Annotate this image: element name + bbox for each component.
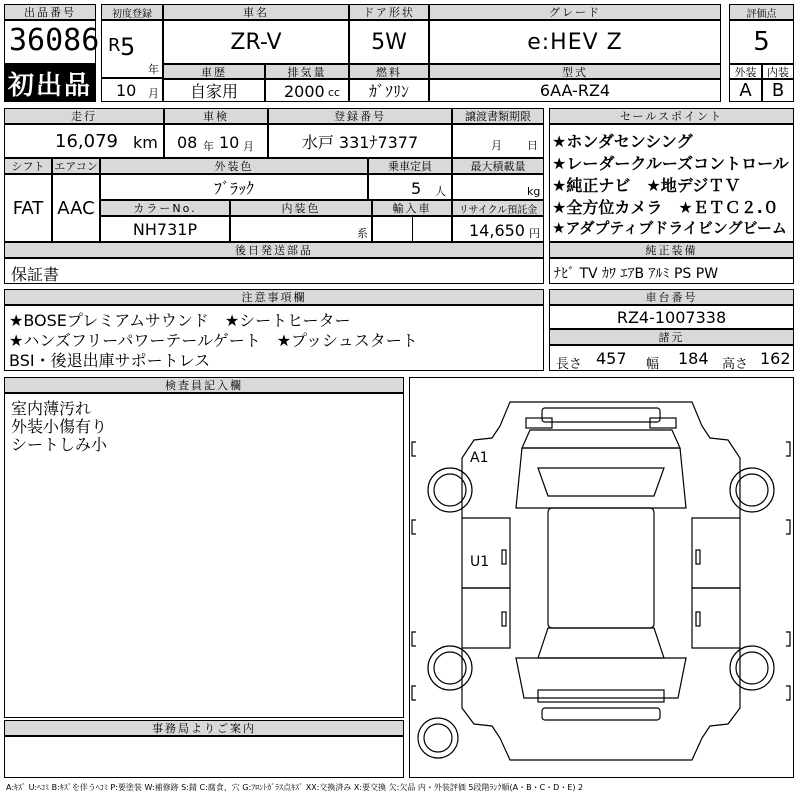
plate-header: 登録番号 xyxy=(268,108,452,124)
chassis-header: 車台番号 xyxy=(549,289,794,305)
reg-year: 5 xyxy=(120,33,136,61)
plate: 水戸 331ﾅ7377 xyxy=(301,132,419,152)
color: ﾌﾞﾗｯｸ xyxy=(213,178,254,198)
selling-point: ★ホンダセンシング xyxy=(552,132,693,151)
import-header: 輸入車 xyxy=(372,200,452,216)
selling-point: ★全方位カメラ ★ＥＴＣ２.０ xyxy=(552,198,779,217)
reg-month-box xyxy=(101,78,163,102)
inspector-line: シートしみ小 xyxy=(11,435,108,454)
interior-grade-header: 内装 xyxy=(762,64,794,79)
inspector-header: 検査員記入欄 xyxy=(4,377,404,393)
note-line: BSI・後退出庫サポートレス xyxy=(9,351,211,370)
interior-color-unit: 系 xyxy=(357,227,368,240)
recycle-box xyxy=(452,216,544,242)
displacement-box xyxy=(265,79,349,102)
genuine-equipment: ﾅﾋﾞ TV ｶﾜ ｴｱB ｱﾙﾐ PS PW xyxy=(554,266,719,282)
shift: FAT xyxy=(12,197,44,219)
inspection-header: 車検 xyxy=(164,108,268,124)
grade: e:HEV Z xyxy=(527,29,623,55)
fuel: ｶﾞｿﾘﾝ xyxy=(368,82,409,101)
displacement-header: 排気量 xyxy=(265,64,349,79)
color-no: NH731P xyxy=(132,219,198,239)
selling-point: ★純正ナビ ★地デジＴＶ xyxy=(552,176,741,195)
color-box xyxy=(100,174,368,200)
length: 457 xyxy=(596,349,627,368)
damage-mark-u1: U1 xyxy=(470,554,490,570)
damage-mark-a1: A1 xyxy=(470,450,489,466)
recycle-unit: 円 xyxy=(529,227,540,240)
ac-box xyxy=(52,174,100,242)
transfer-header: 譲渡書類期限 xyxy=(452,108,544,124)
color-header: 外装色 xyxy=(100,158,368,174)
legend-text: A:ｷｽﾞ U:ﾍｺﾐ B:ｷｽﾞを伴うﾍｺﾐ P:要塗装 W:補修跡 S:錆 C:腐食、穴 G:ﾌﾛﾝﾄｶﾞﾗｽ点ｷｽﾞ XX:交換済み X:要交換 欠:欠品 内・外装評価 5段階ﾗﾝｸ順(A・B・C・D・E) 2 xyxy=(6,783,584,792)
height: 162 xyxy=(760,349,791,368)
mileage-header: 走行 xyxy=(4,108,164,124)
ac: AAC xyxy=(57,197,95,219)
note-line: ★ハンズフリーパワーテールゲート ★プッシュスタート xyxy=(9,331,418,350)
width-label: 幅 xyxy=(646,357,660,372)
displacement: 2000 xyxy=(284,82,325,101)
displacement-unit: cc xyxy=(328,86,341,99)
door-box xyxy=(349,20,429,64)
length-label: 長さ xyxy=(556,357,583,372)
shift-box xyxy=(4,174,52,242)
max-load-unit: kg xyxy=(527,185,541,198)
office-header: 事務局よりご案内 xyxy=(4,720,404,736)
score: 5 xyxy=(753,27,770,57)
capacity-box xyxy=(368,174,452,200)
reg-month-unit: 月 xyxy=(148,87,159,100)
capacity-header: 乗車定員 xyxy=(368,158,452,174)
selling-points-box xyxy=(549,124,794,242)
history: 自家用 xyxy=(189,82,238,101)
lot-number-header: 出品番号 xyxy=(4,4,96,20)
fuel-header: 燃料 xyxy=(349,64,429,79)
inspection-month: 10 xyxy=(219,133,240,152)
reg-year-unit: 年 xyxy=(148,63,159,76)
recycle: 14,650 xyxy=(469,221,525,240)
inspection-month-unit: 月 xyxy=(243,140,254,153)
car-diagram xyxy=(409,377,794,778)
inspection-year: 08 xyxy=(177,133,198,152)
genuine-box xyxy=(549,258,794,284)
max-load-header: 最大積載量 xyxy=(452,158,544,174)
model-code: 6AA-RZ4 xyxy=(539,81,611,100)
height-label: 高さ xyxy=(722,357,749,372)
score-box xyxy=(729,20,794,64)
max-load-box xyxy=(452,174,544,200)
transfer-month-unit: 月 xyxy=(491,139,502,152)
recycle-header: リサイクル預託金 xyxy=(452,200,544,216)
exterior-grade-header: 外装 xyxy=(729,64,762,79)
chassis-box xyxy=(549,305,794,329)
history-header: 車歴 xyxy=(163,64,265,79)
color-no-box xyxy=(100,216,230,242)
width: 184 xyxy=(678,349,709,368)
score-header: 評価点 xyxy=(729,4,794,20)
grade-header: グレード xyxy=(429,4,721,20)
notes-header: 注意事項欄 xyxy=(4,289,544,305)
inspection-box xyxy=(164,124,268,158)
lot-number: 36086 xyxy=(9,23,100,58)
history-box xyxy=(163,79,265,102)
ac-header: エアコン xyxy=(52,158,100,174)
note-line: ★BOSEプレミアムサウンド ★シートヒーター xyxy=(9,311,351,330)
grade-box xyxy=(429,20,721,64)
interior-color-box xyxy=(230,216,372,242)
dimensions-box xyxy=(549,345,794,371)
genuine-header: 純正装備 xyxy=(549,242,794,258)
office-box xyxy=(4,736,404,778)
inspection-year-unit: 年 xyxy=(203,140,214,153)
color-no-header: カラーNo. xyxy=(100,200,230,216)
lot-number-box xyxy=(4,20,100,64)
later-parts: 保証書 xyxy=(11,265,60,284)
reg-month: 10 xyxy=(116,81,137,100)
car-name-box xyxy=(163,20,349,64)
interior-color-header: 内装色 xyxy=(230,200,372,216)
transfer-day-unit: 日 xyxy=(527,139,538,152)
selling-points-header: セールスポイント xyxy=(549,108,794,124)
selling-point: ★レーダークルーズコントロール xyxy=(552,154,789,173)
car-name-header: 車名 xyxy=(163,4,349,20)
interior-grade: B xyxy=(771,80,785,101)
first-listing-text: 初出品 xyxy=(7,70,92,101)
later-parts-header: 後日発送部品 xyxy=(4,242,544,258)
notes-box xyxy=(4,305,544,371)
plate-box xyxy=(268,124,452,158)
inspector-line: 室内薄汚れ xyxy=(11,399,92,418)
mileage-unit: km xyxy=(133,133,158,152)
later-parts-box xyxy=(4,258,544,284)
fuel-box xyxy=(349,79,429,102)
first-listing-badge xyxy=(4,64,96,102)
interior-grade-box xyxy=(762,79,794,102)
shift-header: シフト xyxy=(4,158,52,174)
exterior-grade: A xyxy=(739,80,752,101)
car-diagram-svg xyxy=(410,378,793,777)
first-reg-box xyxy=(101,20,163,78)
inspector-box xyxy=(4,393,404,718)
chassis-number: RZ4-1007338 xyxy=(616,307,727,327)
mileage: 16,079 xyxy=(55,131,118,152)
car-name: ZR-V xyxy=(230,29,282,55)
dimensions-header: 諸元 xyxy=(549,329,794,345)
model-code-box xyxy=(429,79,721,102)
model-code-header: 型式 xyxy=(429,64,721,79)
capacity-unit: 人 xyxy=(435,185,446,198)
mileage-box xyxy=(4,124,164,158)
exterior-grade-box xyxy=(729,79,762,102)
import-divider xyxy=(412,216,413,242)
door-type: 5W xyxy=(371,29,407,55)
first-reg-header: 初度登録 xyxy=(101,4,163,20)
inspector-line: 外装小傷有り xyxy=(11,417,108,436)
capacity: 5 xyxy=(411,179,422,198)
selling-point: ★アダプティブドライビングビーム xyxy=(552,219,787,237)
transfer-box xyxy=(452,124,544,158)
door-header: ドア形状 xyxy=(349,4,429,20)
era-letter: R xyxy=(108,35,121,56)
legend xyxy=(6,782,796,796)
